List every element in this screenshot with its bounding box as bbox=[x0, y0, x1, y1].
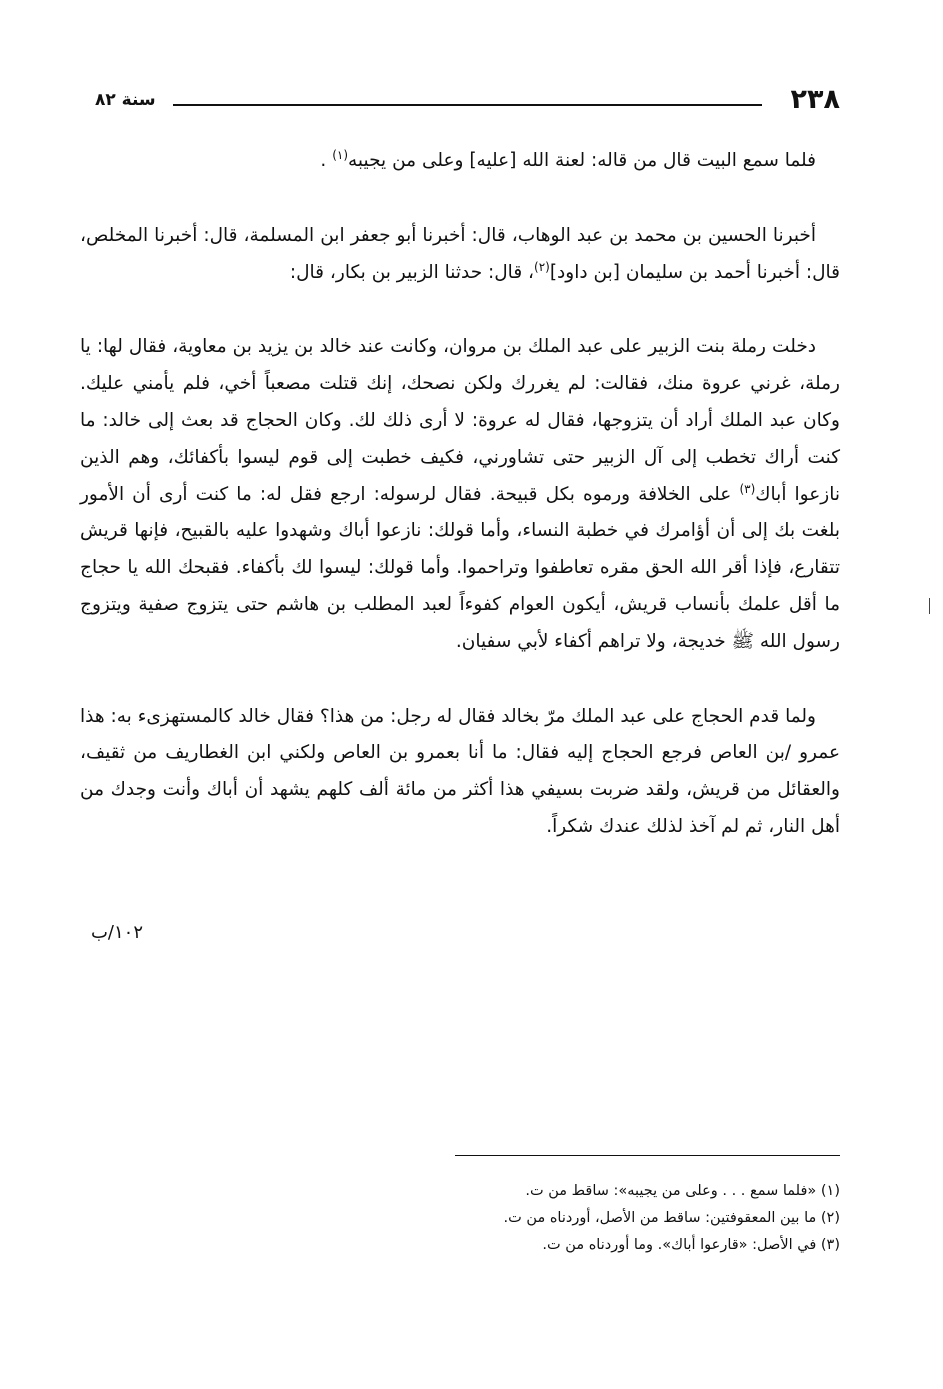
paragraph-2-text-b: ، قال: حدثنا الزبير بن بكار، قال: bbox=[289, 261, 535, 283]
footnote-ref-3: (٣) bbox=[739, 481, 756, 496]
footnote-rule bbox=[455, 1155, 840, 1156]
paragraph-4 bbox=[80, 699, 840, 846]
paragraph-1-end: . bbox=[320, 150, 333, 171]
paragraph-1 bbox=[80, 143, 840, 180]
header-rule bbox=[173, 104, 762, 106]
paragraph-3-text-b: على الخلافة ورموه بكل قبيحة. فقال لرسوله: ارجع فقل له: ما كنت أرى أن الأمور بلغت بك إلى أن أؤامرك في خطبة النساء، وأما قولك: نازعوا أباك وشهدوا عليه بالقبيح، فإنها قريش تتقارع، فإذا أقر الله الحق مقره تعاطفوا وتراحموا. وأما قولك: ليسوا لك بأكفاء. فقبحك الله يا حجاج ما أقل علمك بأنساب قريش، أيكون العوام كفوءاً لعبد المطلب بن هاشم حتى يتزوج صفية ويتزوج رسول الله ﷺ خديجة، ولا تراهم أكفاء لأبي سفيان. bbox=[80, 483, 840, 652]
paragraph-2 bbox=[80, 218, 840, 292]
running-head: سنة ٨٢ bbox=[95, 90, 156, 110]
footnote-3: (٣) في الأصل: «قارعوا أباك». وما أوردناه من ت. bbox=[542, 1237, 840, 1253]
manuscript-folio-note: ١٠٢/ب bbox=[90, 922, 143, 943]
main-text bbox=[80, 143, 840, 846]
paragraph-4-text: ولما قدم الحجاج على عبد الملك مرّ بخالد فقال له رجل: من هذا؟ فقال خالد كالمستهزىء به: هذا عمرو /بن العاص فرجع الحجاج إليه فقال: ما أنا بعمرو بن العاص ولكني ابن الغطاريف من ثقيف، والعقائل من قريش، ولقد ضربت بسيفي هذا أكثر من مائة ألف كلهم يشهد أن أباك وأنت وجدك من أهل النار، ثم لم آخذ لذلك عندك شكراً. bbox=[80, 705, 840, 837]
paragraph-3-text-a: دخلت رملة بنت الزبير على عبد الملك بن مروان، وكانت عند خالد بن يزيد بن معاوية، فقال لها: يا رملة، غرني عروة منك، فقالت: لم يغررك ولكن نصحك، إنك قتلت مصعباً أخي، فلم يأمني عليك. وكان عبد الملك أراد أن يتزوجها، فقال له عروة: لا أرى ذلك لك. وكان الحجاج قد بعث إلى خالد: ما كنت أراك تخطب إلى آل الزبير حتى تشاورني، فكيف خطبت إلى قوم ليسوا بأكفائك، وهم الذين نازعوا أباك bbox=[80, 336, 841, 505]
footnote-ref-2: (٢) bbox=[534, 259, 550, 274]
page-number: ٢٣٨ bbox=[790, 84, 840, 115]
paragraph-2-text-a: أخبرنا الحسين بن محمد بن عبد الوهاب، قال: أخبرنا أبو جعفر ابن المسلمة، قال: أخبرنا المخلص، قال: أخبرنا أحمد بن سليمان [بن داود] bbox=[80, 224, 840, 283]
scan-edge-mark bbox=[929, 598, 930, 614]
footnote-1: (١) «فلما سمع . . . وعلى من يجيبه»: ساقط من ت. bbox=[525, 1183, 840, 1199]
footnote-2: (٢) ما بين المعقوفتين: ساقط من الأصل، أوردناه من ت. bbox=[503, 1210, 840, 1226]
footnotes bbox=[300, 1178, 840, 1259]
paragraph-3 bbox=[80, 329, 840, 660]
page-header bbox=[95, 84, 840, 120]
footnote-ref-1: (١) bbox=[332, 147, 349, 162]
paragraph-1-text: فلما سمع البيت قال من قاله: لعنة الله [عليه] وعلى من يجيبه bbox=[348, 150, 816, 171]
